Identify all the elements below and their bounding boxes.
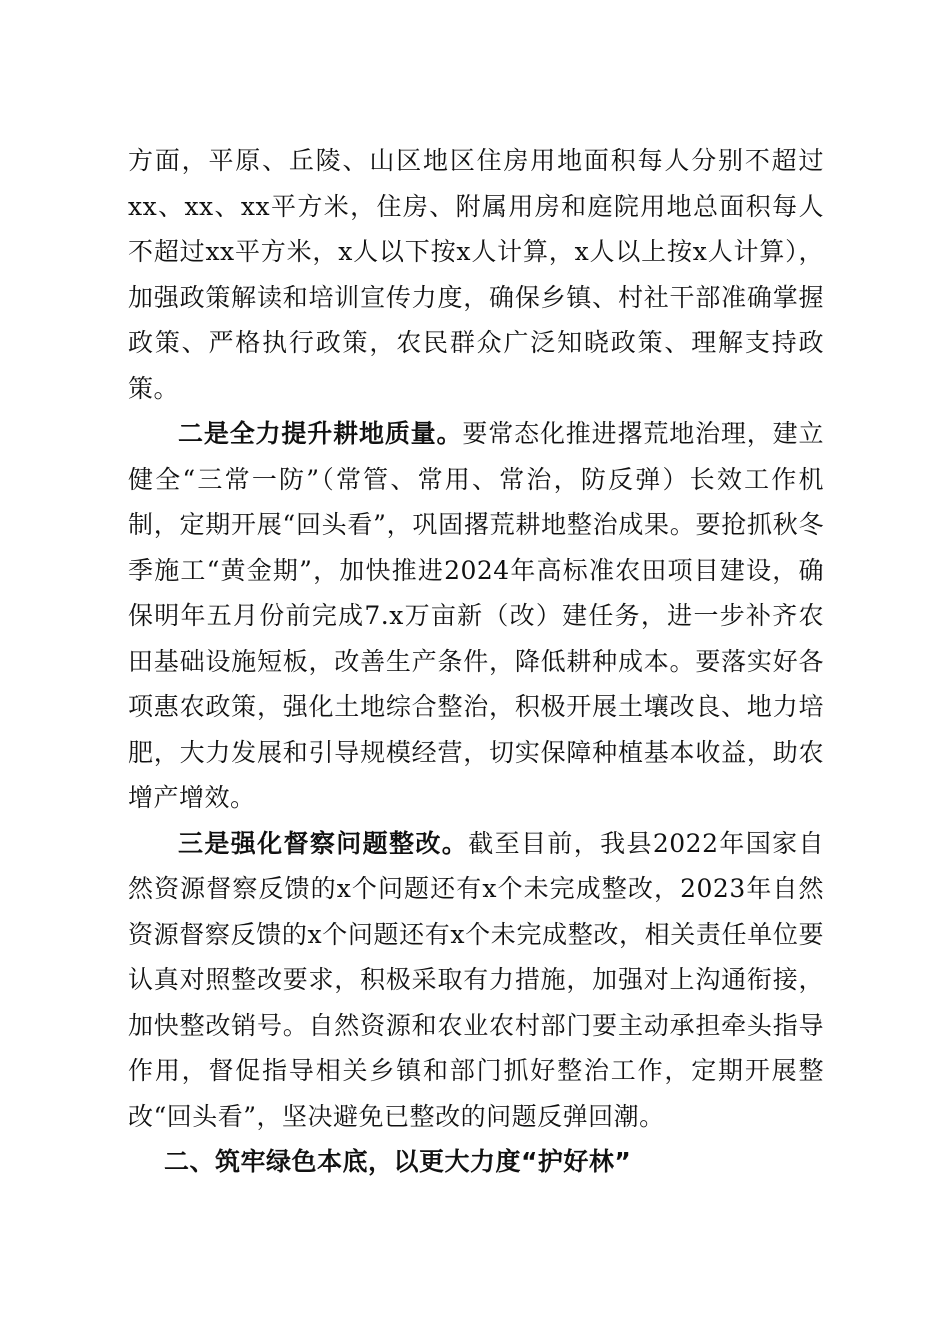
paragraph-lead-farmland: 二是全力提升耕地质量。 [178,419,463,448]
paragraph-lead-inspection: 三是强化督察问题整改。 [178,828,469,858]
paragraph-inspection-rectification [128,821,824,1140]
document-body [128,138,824,1185]
paragraph-body-farmland: 要常态化推进撂荒地治理，建立健全“三常一防”（常管、常用、常治，防反弹）长效工作机制，定期开展“回头看”，巩固撂荒耕地整治成果。要抢抓秋冬季施工“黄金期”，加快推进2024年高标准农田项目建设，确保明年五月份前完成7.x万亩新（改）建任务，进一步补齐农田基础设施短板，改善生产条件，降低耕种成本。要落实好各项惠农政策，强化土地综合整治，积极开展土壤改良、地力培肥，大力发展和引导规模经营，切实保障种植基本收益，助农增产增效。 [128,419,824,812]
section-heading: 二、筑牢绿色本底，以更大力度“护好林” [164,1147,632,1176]
paragraph-body-inspection: 截至目前，我县2022年国家自然资源督察反馈的x个问题还有x个未完成整改，2023年自然资源督察反馈的x个问题还有x个未完成整改，相关责任单位要认真对照整改要求，积极采取有力措施，加强对上沟通衔接，加快整改销号。自然资源和农业农村部门要主动承担牵头指导作用，督促指导相关乡镇和部门抓好整治工作，定期开展整改“回头看”，坚决避免已整改的问题反弹回潮。 [128,828,824,1131]
paragraph-farmland-quality [128,411,824,821]
paragraph-policy-publicity: 方面，平原、丘陵、山区地区住房用地面积每人分别不超过xx、xx、xx平方米，住房、附属用房和庭院用地总面积每人不超过xx平方米，x人以下按x人计算，x人以上按x人计算），加强政策解读和培训宣传力度，确保乡镇、村社干部准确掌握政策、严格执行政策，农民群众广泛知晓政策、理解支持政策。 [128,146,824,403]
